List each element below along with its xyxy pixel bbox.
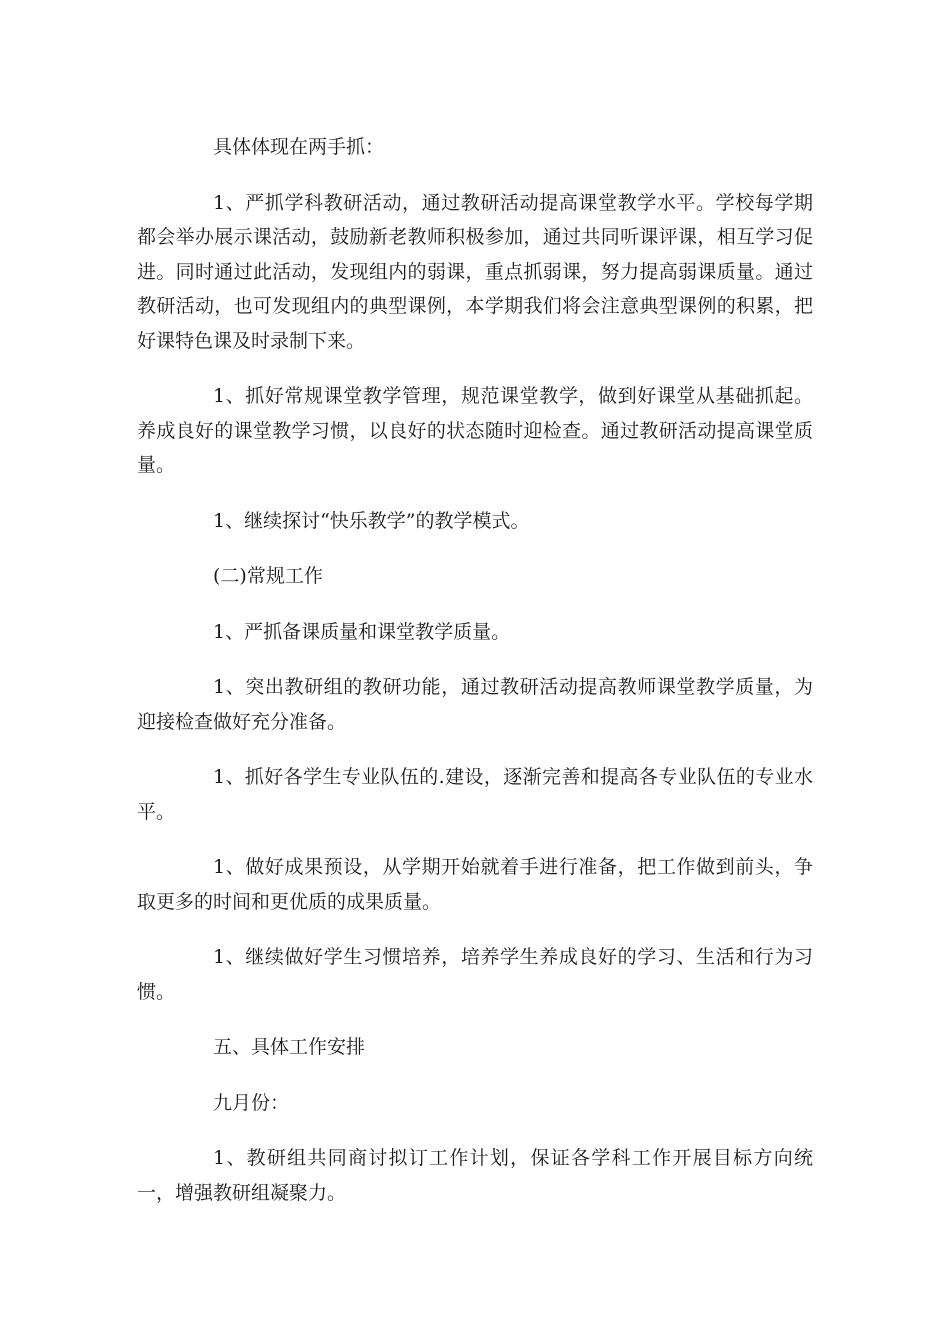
section-heading-work-schedule: 五、具体工作安排 bbox=[213, 1036, 366, 1058]
paragraph-outcomes: 1、做好成果预设，从学期开始就着手进行准备，把工作做到前头，争取更多的时间和更优质的成果质量。 bbox=[137, 856, 813, 913]
paragraph-work-plan: 1、教研组共同商讨拟订工作计划，保证各学科工作开展目标方向统一，增强教研组凝聚力。 bbox=[137, 1147, 813, 1204]
paragraph-happy-teaching: 1、继续探讨“快乐教学”的教学模式。 bbox=[213, 509, 530, 532]
paragraph-student-habits: 1、继续做好学生习惯培养，培养学生养成良好的学习、生活和行为习惯。 bbox=[137, 946, 813, 1003]
paragraph-teaching-research: 1、严抓学科教研活动，通过教研活动提高课堂教学水平。学校每学期都会举办展示课活动，鼓励新老教师积极参加，通过共同听课评课，相互学习促进。同时通过此活动，发现组内的弱课，重点抓弱课，努力提高弱课质量。通过教研活动，也可发现组内的典型课例，本学期我们将会注意典型课例的积累，把好课特色课及时录制下来。 bbox=[137, 191, 813, 352]
paragraph-intro: 具体体现在两手抓： bbox=[213, 136, 385, 158]
paragraph-lesson-prep: 1、严抓备课质量和课堂教学质量。 bbox=[213, 620, 511, 643]
document-body bbox=[137, 130, 813, 1231]
subheading-september: 九月份： bbox=[213, 1091, 290, 1114]
section-heading-routine-work: (二)常规工作 bbox=[213, 565, 323, 587]
paragraph-classroom-management: 1、抓好常规课堂教学管理，规范课堂教学，做到好课堂从基础抓起。养成良好的课堂教学习惯，以良好的状态随时迎检查。通过教研活动提高课堂质量。 bbox=[137, 385, 813, 476]
paragraph-student-teams: 1、抓好各学生专业队伍的.建设，逐渐完善和提高各专业队伍的专业水平。 bbox=[137, 766, 813, 823]
paragraph-research-function: 1、突出教研组的教研功能，通过教研活动提高教师课堂教学质量，为迎接检查做好充分准备。 bbox=[137, 676, 813, 733]
